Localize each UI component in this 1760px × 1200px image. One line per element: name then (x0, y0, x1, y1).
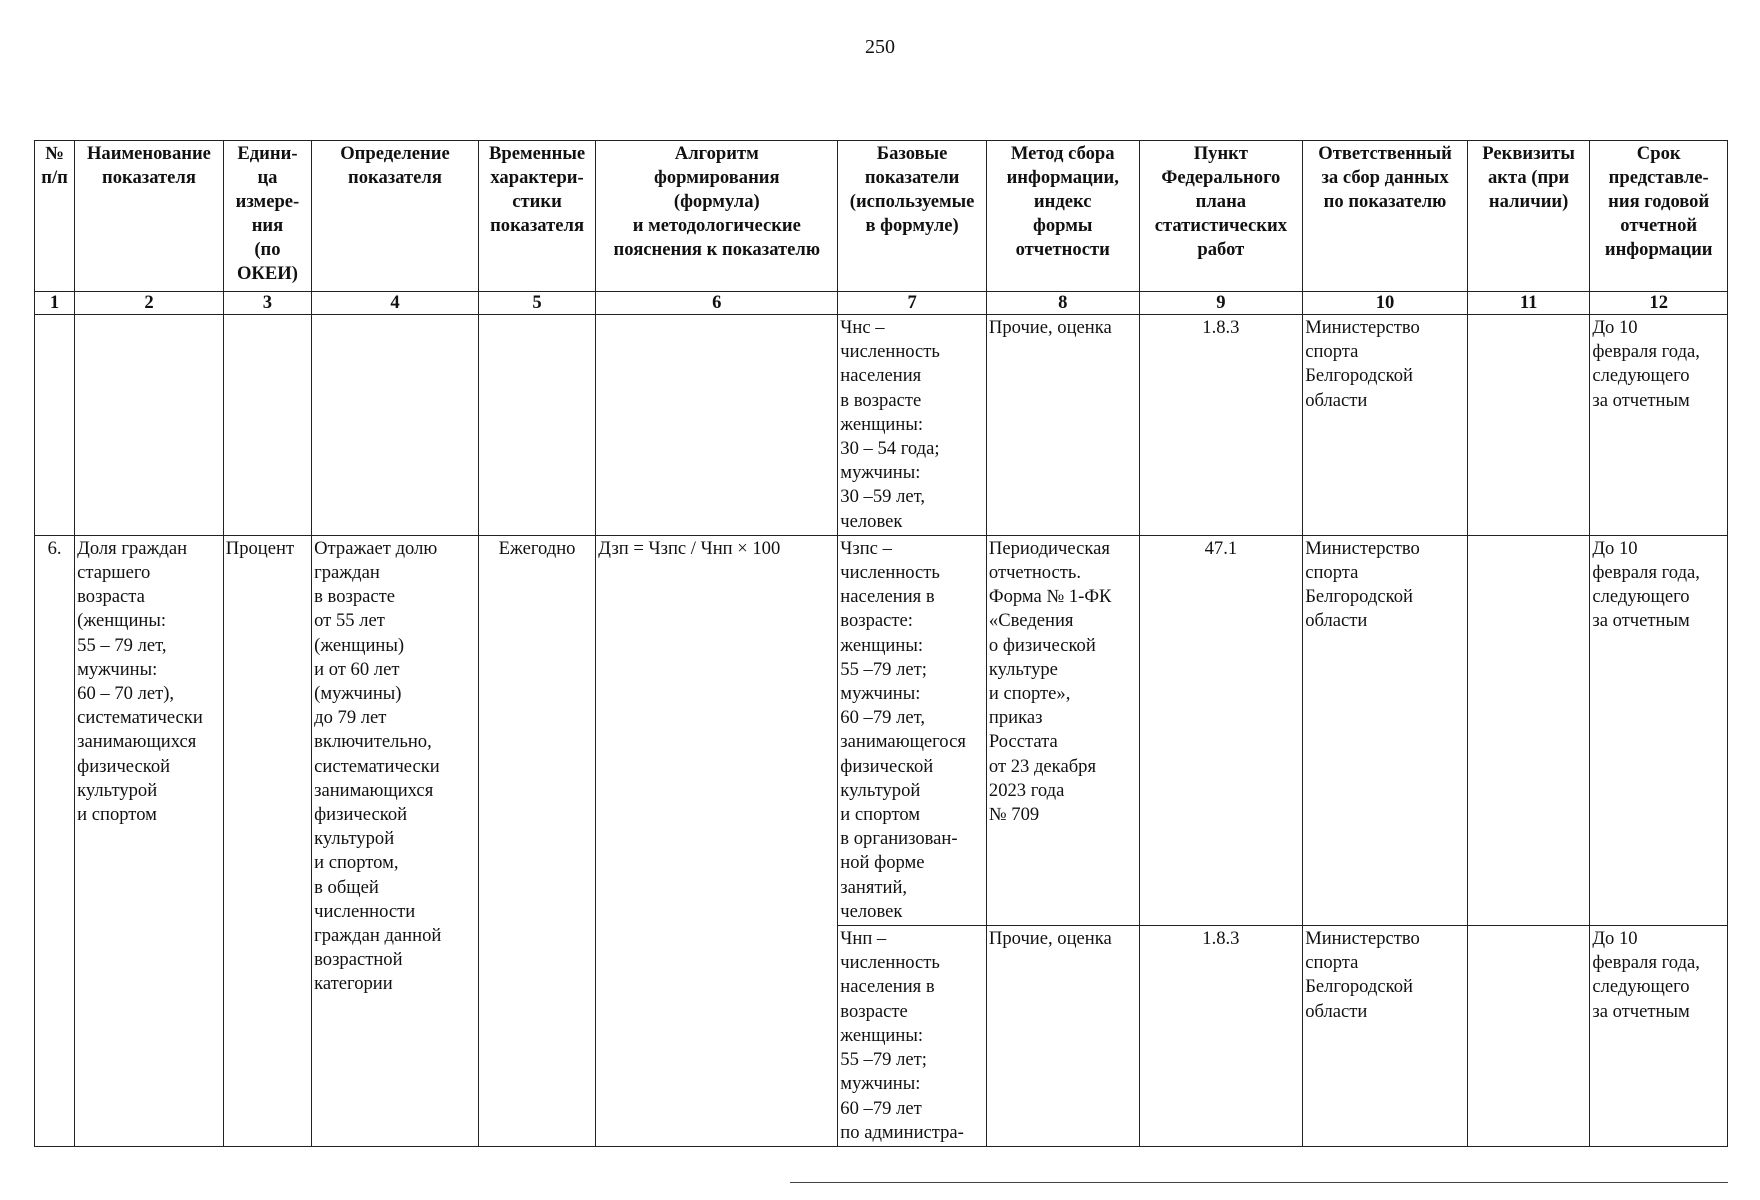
header-act-details: Реквизиты акта (при наличии) (1467, 141, 1590, 292)
scan-edge-line (790, 1182, 1728, 1183)
empty-cell (478, 315, 595, 536)
method-cell: Периодическая отчетность. Форма № 1-ФК «Сведения о физической культуре и спорте», приказ Росстата от 23 декабря 2023 года № 709 (986, 535, 1139, 925)
page-number: 250 (865, 36, 895, 58)
plan-item-cell: 47.1 (1139, 535, 1303, 925)
responsible-cell: Министерство спорта Белгородской области (1303, 315, 1468, 536)
column-number: 6 (596, 292, 838, 315)
header-unit: Едини- ца измере- ния (по ОКЕИ) (223, 141, 311, 292)
responsible-cell: Министерство спорта Белгородской области (1303, 535, 1468, 925)
column-number: 1 (35, 292, 75, 315)
empty-cell (312, 315, 479, 536)
base-indicator-cell: Чзпс – численность населения в возрасте: женщины: 55 –79 лет; мужчины: 60 –79 лет, занимающегося физической культурой и спортом в организован- ной форме занятий, человек (838, 535, 987, 925)
header-plan-item: Пункт Федерального плана статистических работ (1139, 141, 1303, 292)
column-number: 10 (1303, 292, 1468, 315)
header-responsible: Ответственный за сбор данных по показателю (1303, 141, 1468, 292)
act-details-cell (1467, 315, 1590, 536)
empty-cell (596, 315, 838, 536)
empty-cell (35, 315, 75, 536)
act-details-cell (1467, 926, 1590, 1147)
column-numbers-row (35, 292, 1728, 315)
indicator-name-cell: Доля граждан старшего возраста (женщины: 55 – 79 лет, мужчины: 60 – 70 лет), систематически занимающихся физической культурой и спортом (75, 535, 224, 1146)
formula-cell: Дзп = Чзпс / Чнп × 100 (596, 535, 838, 1146)
header-base-indicators: Базовые показатели (используемые в формуле) (838, 141, 987, 292)
row-number-cell: 6. (35, 535, 75, 1146)
base-indicator-cell: Чнп – численность населения в возрасте женщины: 55 –79 лет; мужчины: 60 –79 лет по администра- (838, 926, 987, 1147)
empty-cell (223, 315, 311, 536)
indicators-table (34, 140, 1728, 1147)
header-name: Наименование показателя (75, 141, 224, 292)
header-definition: Определение показателя (312, 141, 479, 292)
column-number: 12 (1590, 292, 1728, 315)
method-cell: Прочие, оценка (986, 315, 1139, 536)
column-number: 5 (478, 292, 595, 315)
column-number: 9 (1139, 292, 1303, 315)
column-number: 3 (223, 292, 311, 315)
header-row (35, 141, 1728, 292)
plan-item-cell: 1.8.3 (1139, 315, 1303, 536)
unit-cell: Процент (223, 535, 311, 1146)
header-period: Временные характери- стики показателя (478, 141, 595, 292)
deadline-cell: До 10 февраля года, следующего за отчетным (1590, 315, 1728, 536)
responsible-cell: Министерство спорта Белгородской области (1303, 926, 1468, 1147)
header-method: Метод сбора информации, индекс формы отчетности (986, 141, 1139, 292)
header-algorithm: Алгоритм формирования (формула) и методологические пояснения к показателю (596, 141, 838, 292)
deadline-cell: До 10 февраля года, следующего за отчетным (1590, 926, 1728, 1147)
plan-item-cell: 1.8.3 (1139, 926, 1303, 1147)
act-details-cell (1467, 535, 1590, 925)
deadline-cell: До 10 февраля года, следующего за отчетным (1590, 535, 1728, 925)
method-cell: Прочие, оценка (986, 926, 1139, 1147)
column-number: 11 (1467, 292, 1590, 315)
empty-cell (75, 315, 224, 536)
base-indicator-cell: Чнс – численность населения в возрасте женщины: 30 – 54 года; мужчины: 30 –59 лет, человек (838, 315, 987, 536)
column-number: 4 (312, 292, 479, 315)
table-row-continued (35, 315, 1728, 536)
table-row-6 (35, 535, 1728, 925)
column-number: 7 (838, 292, 987, 315)
header-num: № п/п (35, 141, 75, 292)
column-number: 2 (75, 292, 224, 315)
header-deadline: Срок представле- ния годовой отчетной информации (1590, 141, 1728, 292)
period-cell: Ежегодно (478, 535, 595, 1146)
definition-cell: Отражает долю граждан в возрасте от 55 лет (женщины) и от 60 лет (мужчины) до 79 лет включительно, систематически занимающихся физической культурой и спортом, в общей численности граждан данной возрастной категории (312, 535, 479, 1146)
column-number: 8 (986, 292, 1139, 315)
